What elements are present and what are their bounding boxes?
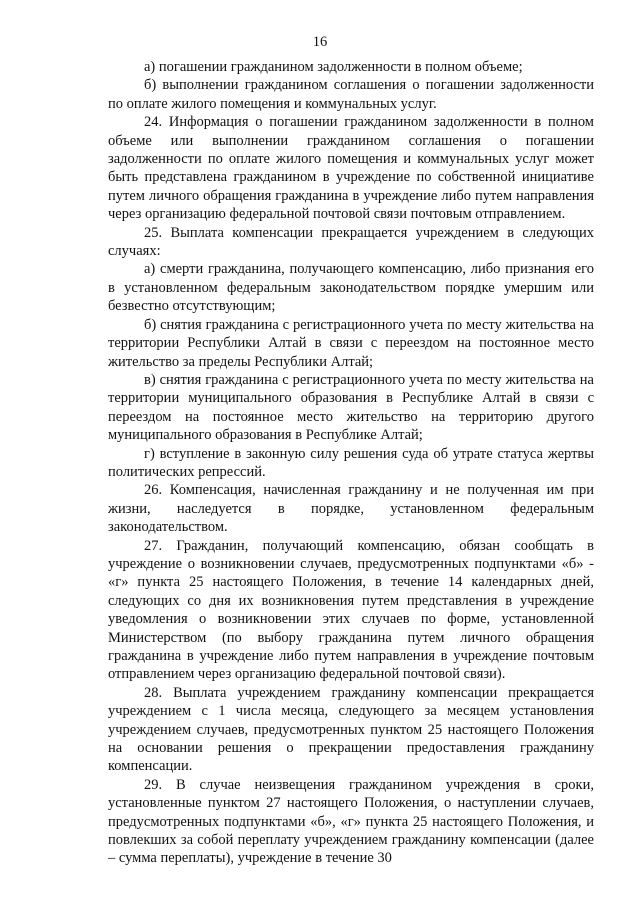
paragraph-26: 26. Компенсация, начисленная гражданину и не полученная им при жизни, наследуется в порядке, установленном федеральным законодательством.	[108, 482, 594, 536]
paragraph-item-a-repayment: а) погашении гражданином задолженности в полном объеме;	[144, 59, 523, 75]
paragraph-25: 25. Выплата компенсации прекращается учреждением в следующих случаях:	[108, 224, 594, 260]
page-number: 16	[312, 34, 328, 50]
paragraph-29: 29. В случае неизвещения гражданином учреждения в сроки, установленные пунктом 27 настоящего Положения, о наступлении случаев, предусмотренных подпунктами «б», «г» пункта 25 настоящего Положения, и повлекших за собой переплату учреждением гражданину компенсации (далее – сумма переплаты), учреждение в течение 30	[108, 776, 594, 867]
paragraph-25-item-v: в) снятия гражданина с регистрационного учета по месту жительства на территории муниципального образования в Республике Алтай в связи с переездом на постоянное место жительство на территорию другого муниципального образования в Республике Алтай;	[108, 371, 594, 444]
paragraph-28: 28. Выплата учреждением гражданину компенсации прекращается учреждением с 1 числа месяца, следующего за месяцем установления учреждением случаев, предусмотренных пунктом 25 настоящего Положения на основании решения о прекращении предоставления гражданину компенсации.	[108, 684, 594, 775]
paragraph-25-item-g: г) вступление в законную силу решения суда об утрате статуса жертвы политических репрессий.	[108, 445, 594, 480]
paragraph-27: 27. Гражданин, получающий компенсацию, обязан сообщать в учреждение о возникновении случаев, предусмотренных подпунктами «б» - «г» пункта 25 настоящего Положения, в течение 14 календарных дней, следующих со дня их возникновения путем представления в учреждение уведомления о возникновении этих случаев по форме, установленной Министерством (по выбору гражданина путем личного обращения гражданина в учреждение либо путем направления в учреждение почтовым отправлением через организацию федеральной почтовой связи).	[108, 537, 594, 683]
paragraph-item-b-agreement: б) выполнении гражданином соглашения о погашении задолженности по оплате жилого помещения и коммунальных услуг.	[108, 77, 594, 112]
document-body	[108, 58, 594, 868]
paragraph-25-item-a: а) смерти гражданина, получающего компенсацию, либо признания его в установленном федеральным законодательством порядке умершим или безвестно отсутствующим;	[108, 261, 594, 315]
paragraph-25-item-b: б) снятия гражданина с регистрационного учета по месту жительства на территории Республики Алтай в связи с переездом на постоянное место жительство за пределы Республики Алтай;	[108, 316, 594, 370]
paragraph-24: 24. Информация о погашении гражданином задолженности в полном объеме или выполнении гражданином соглашения о погашении задолженности по оплате жилого помещения и коммунальных услуг может быть представлена гражданином в учреждение по собственной инициативе путем личного обращения гражданина в учреждение либо путем направления через организацию федеральной почтовой связи почтовым отправлением.	[108, 114, 594, 223]
